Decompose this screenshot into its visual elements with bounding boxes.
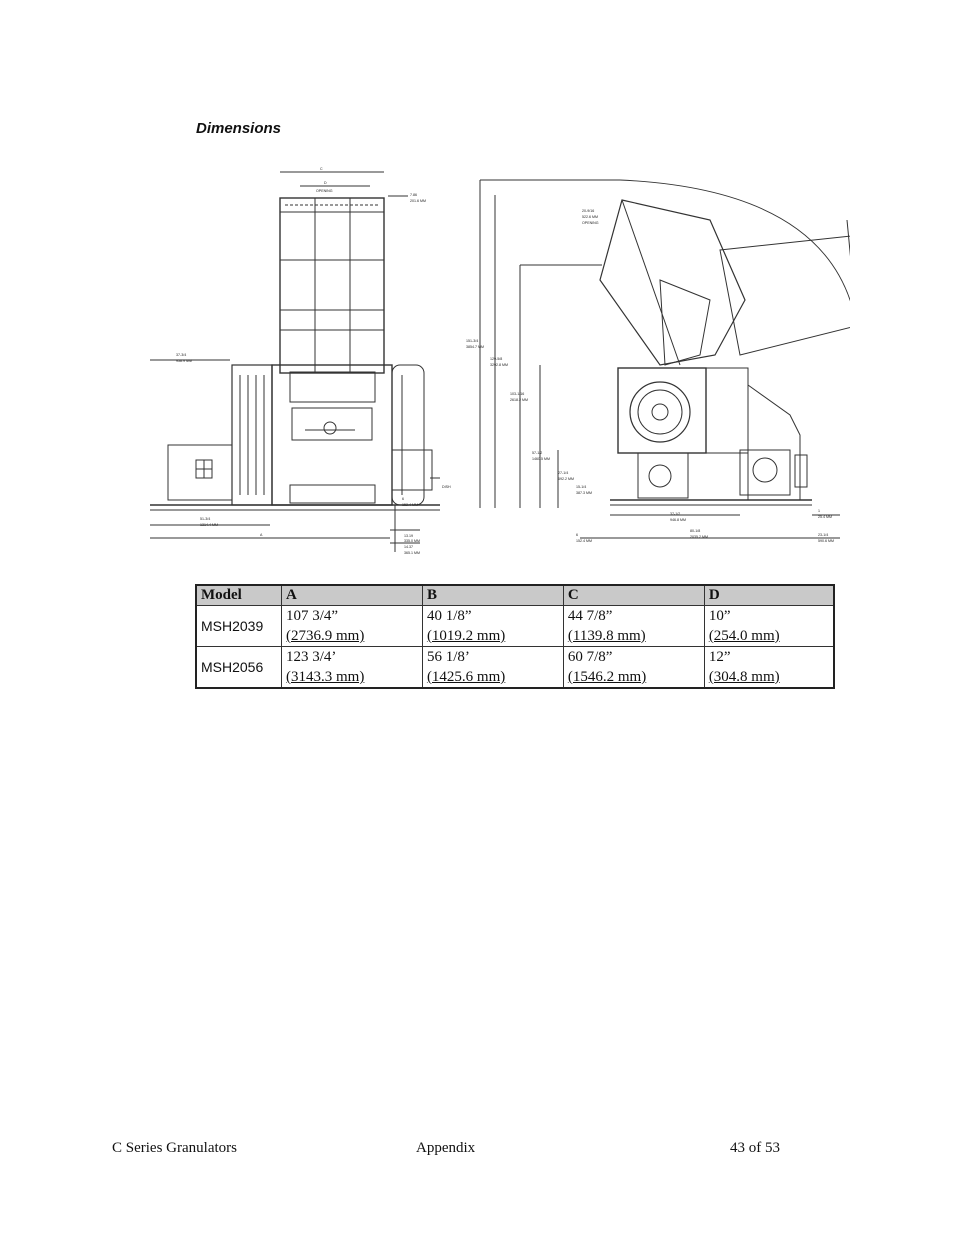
dimension-label: D: [324, 181, 327, 185]
dimension-label: 3854.7 MM: [466, 345, 484, 349]
dimension-label: C: [320, 167, 323, 171]
dimension-label: 129-5/8: [490, 357, 503, 361]
side-view-labels: [466, 209, 834, 543]
dimension-label: 946.8 MM: [670, 518, 686, 522]
dimension-cell: [422, 647, 563, 689]
footer-page-number: 43 of 53: [730, 1140, 780, 1156]
dimension-label: 80-1/8: [690, 529, 701, 533]
dimension-label: 6: [402, 497, 404, 501]
dimension-label: 1: [818, 509, 820, 513]
dimension-mm: (1139.8 mm): [567, 628, 646, 644]
dimension-mm: (3143.3 mm): [286, 669, 365, 685]
dimension-inches: 12”: [708, 649, 731, 665]
dimension-cell: [704, 647, 834, 689]
dimension-inches: 107 3/4”: [286, 608, 339, 624]
table-header-row: [196, 585, 834, 606]
dimensions-drawing: [140, 160, 850, 570]
dimension-label: 151-3/4: [466, 339, 479, 343]
dimension-label: 37-3/4: [176, 353, 187, 357]
dimension-label: DISH: [442, 485, 451, 489]
dimension-label: 6: [576, 533, 578, 537]
dimension-inches: 10”: [708, 608, 731, 624]
dimension-label: 152.4 MM: [402, 503, 418, 507]
dimension-label: 958.9 MM: [176, 359, 192, 363]
header-model: Model: [196, 585, 282, 606]
dimension-label: 2618.2 MM: [510, 398, 528, 402]
dimensions-table: [195, 584, 835, 689]
model-cell: MSH2039: [196, 606, 282, 647]
dimension-label: 365.1 MM: [404, 551, 420, 555]
dimension-label: 14.37: [404, 545, 413, 549]
footer-title: C Series Granulators: [112, 1140, 237, 1156]
model-cell: MSH2056: [196, 647, 282, 689]
dimension-label: 3292.8 MM: [490, 363, 508, 367]
dimension-inches: 44 7/8”: [567, 608, 613, 624]
dimension-mm: (254.0 mm): [708, 628, 780, 644]
dimension-label: 23-1/4: [818, 533, 829, 537]
dimension-mm: (304.8 mm): [708, 669, 780, 685]
header-a: A: [282, 585, 423, 606]
dimension-label: 15-1/4: [576, 485, 587, 489]
dimension-label: 201.6 MM: [410, 199, 426, 203]
front-view-drawing: [150, 172, 440, 552]
dimension-label: 335.0 MM: [404, 539, 420, 543]
dimension-mm: (1546.2 mm): [567, 669, 647, 685]
dimension-label: 103-1/16: [510, 392, 525, 396]
header-c: C: [563, 585, 704, 606]
dimension-label: OPENING: [316, 189, 333, 193]
dimension-inches: 56 1/8’: [426, 649, 470, 665]
table-row: [196, 606, 834, 647]
front-view-labels: [176, 167, 451, 555]
dimension-label: A: [260, 533, 263, 537]
dimension-mm: (2736.9 mm): [286, 628, 365, 644]
dimension-cell: [563, 606, 704, 647]
header-d: D: [704, 585, 834, 606]
dimension-label: 692.2 MM: [558, 477, 574, 481]
side-view-drawing: [480, 180, 850, 538]
dimension-label: 522.6 MM: [582, 215, 598, 219]
dimension-cell: [282, 606, 423, 647]
dimension-label: 387.3 MM: [576, 491, 592, 495]
dimension-label: 27-1/4: [558, 471, 569, 475]
dimension-label: 57-1/2: [532, 451, 543, 455]
dimension-label: 7.86: [410, 193, 417, 197]
dimension-cell: [704, 606, 834, 647]
dimension-inches: 40 1/8”: [426, 608, 472, 624]
dimension-cell: [422, 606, 563, 647]
dimension-mm: (1019.2 mm): [426, 628, 506, 644]
header-b: B: [422, 585, 563, 606]
section-title: Dimensions: [196, 120, 282, 137]
dimension-inches: 60 7/8”: [567, 649, 613, 665]
dimension-label: 51-3/4: [200, 517, 211, 521]
dimension-cell: [282, 647, 423, 689]
dimension-label: 590.6 MM: [818, 539, 834, 543]
dimension-label: 2035.2 MM: [690, 535, 708, 539]
dimension-mm: (1425.6 mm): [426, 669, 506, 685]
footer-section: Appendix: [416, 1140, 476, 1156]
dimension-label: 152.4 MM: [576, 539, 592, 543]
dimension-label: 1314.4 MM: [200, 523, 218, 527]
dimension-label: 20-9/16: [582, 209, 595, 213]
dimension-label: 13.19: [404, 534, 413, 538]
dimension-label: OPENING: [582, 221, 599, 225]
dimension-label: 37-1/2: [670, 512, 681, 516]
dimension-inches: 123 3/4’: [286, 649, 337, 665]
dimension-label: 1460.5 MM: [532, 457, 550, 461]
dimension-label: 25.4 MM: [818, 515, 832, 519]
table-row: [196, 647, 834, 689]
dimension-cell: [563, 647, 704, 689]
